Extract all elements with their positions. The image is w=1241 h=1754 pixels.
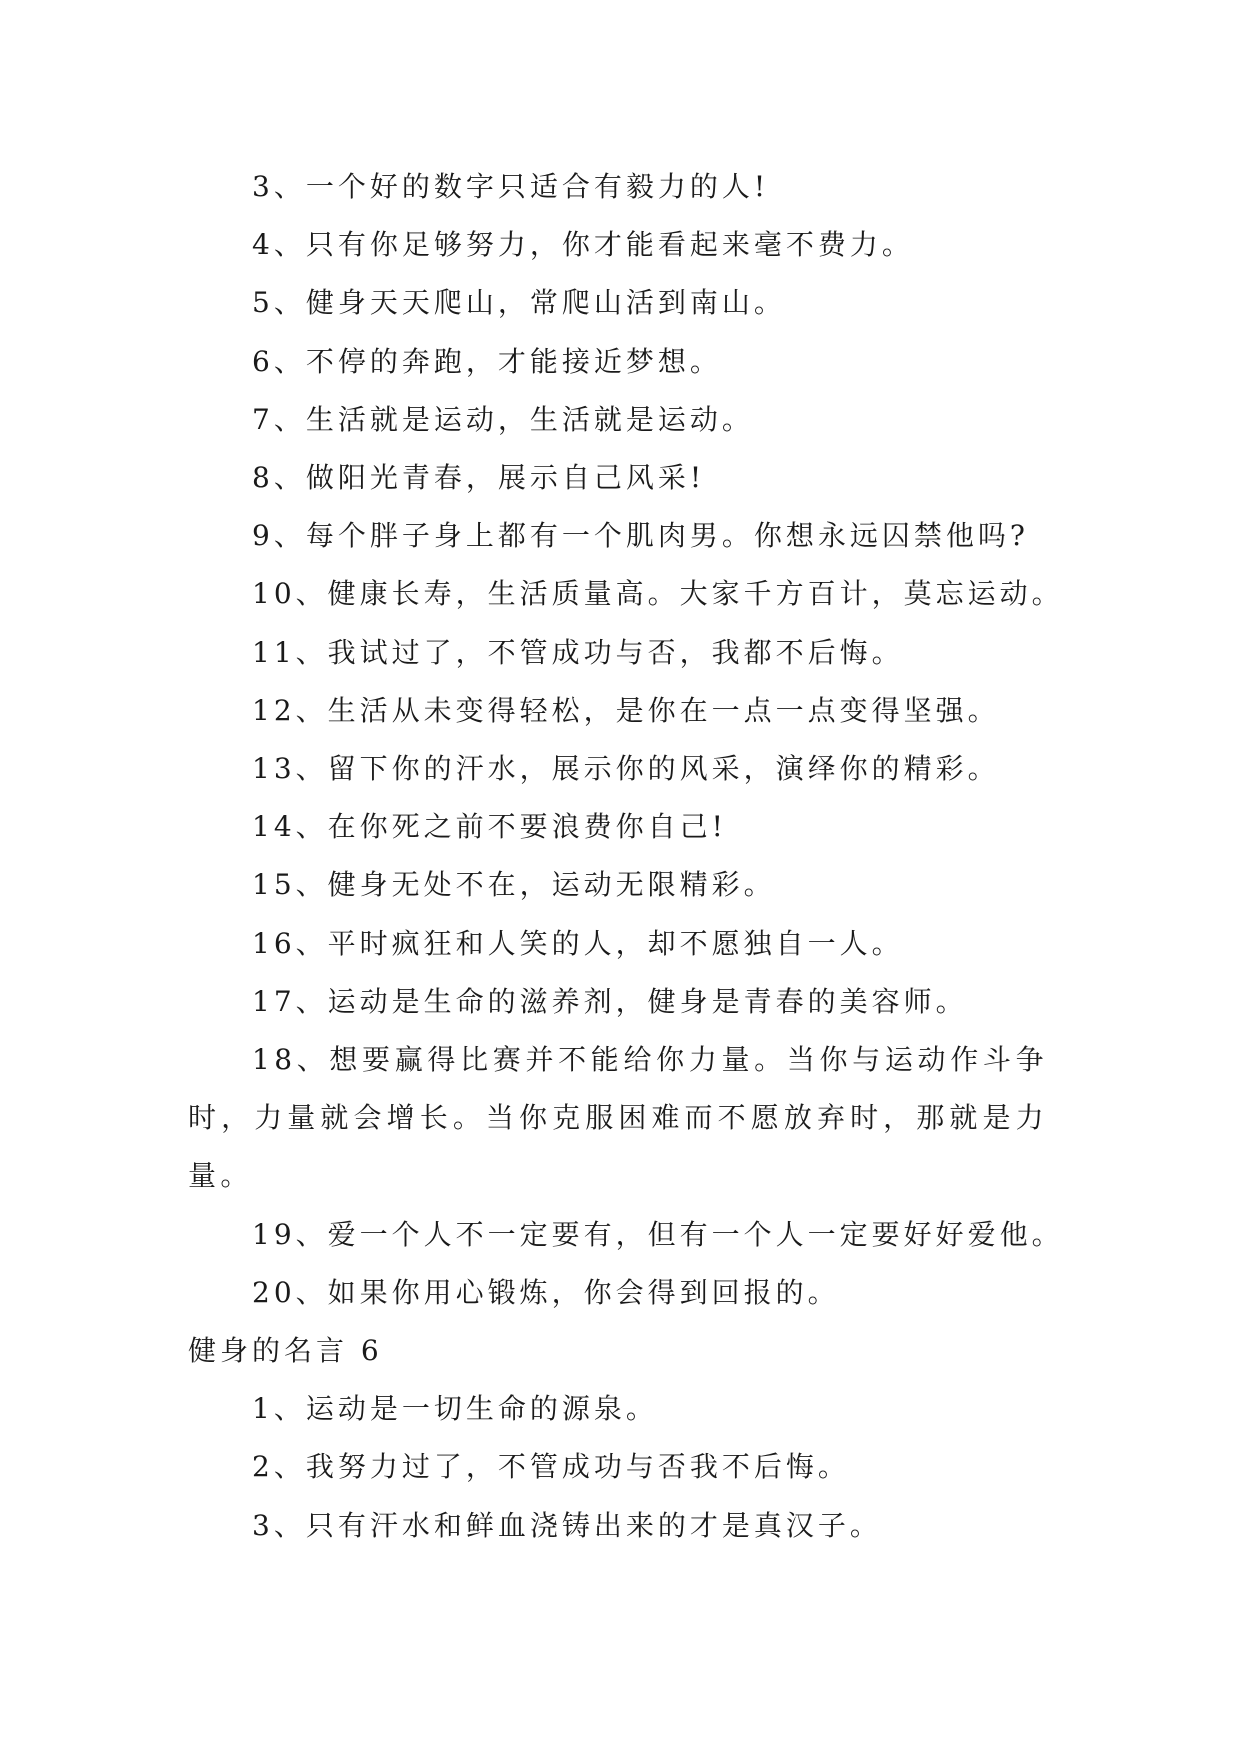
document-body <box>188 158 1064 1555</box>
section-heading: 健身的名言 6 <box>188 1334 383 1368</box>
list-item-multiline: 18、想要赢得比赛并不能给你力量。当你与运动作斗争时，力量就会增长。当你克服困难而不愿放弃时，那就是力量。 <box>188 1043 1048 1193</box>
list-item: 4、只有你足够努力，你才能看起来毫不费力。 <box>252 228 914 262</box>
list-item: 5、健身天天爬山，常爬山活到南山。 <box>252 286 786 320</box>
list-item: 9、每个胖子身上都有一个肌肉男。你想永远囚禁他吗? <box>252 519 1029 553</box>
list-item: 7、生活就是运动，生活就是运动。 <box>252 402 754 436</box>
list-item: 16、平时疯狂和人笑的人，却不愿独自一人。 <box>252 926 904 960</box>
list-item: 20、如果你用心锻炼，你会得到回报的。 <box>252 1275 840 1309</box>
list-item: 14、在你死之前不要浪费你自己! <box>252 810 727 844</box>
list-item: 1、运动是一切生命的源泉。 <box>252 1392 658 1426</box>
list-item: 11、我试过了，不管成功与否，我都不后悔。 <box>252 635 904 669</box>
list-item: 8、做阳光青春，展示自己风采! <box>252 461 706 495</box>
list-item: 6、不停的奔跑，才能接近梦想。 <box>252 344 722 378</box>
list-item: 19、爱一个人不一定要有，但有一个人一定要好好爱他。 <box>252 1217 1064 1251</box>
list-item: 3、只有汗水和鲜血浇铸出来的才是真汉子。 <box>252 1508 882 1542</box>
list-item: 15、健身无处不在，运动无限精彩。 <box>252 868 776 902</box>
list-item: 2、我努力过了，不管成功与否我不后悔。 <box>252 1450 850 1484</box>
list-item: 10、健康长寿，生活质量高。大家千方百计，莫忘运动。 <box>252 577 1064 611</box>
list-item: 12、生活从未变得轻松，是你在一点一点变得坚强。 <box>252 693 1000 727</box>
list-item: 3、一个好的数字只适合有毅力的人! <box>252 170 770 203</box>
list-item: 17、运动是生命的滋养剂，健身是青春的美容师。 <box>252 984 968 1018</box>
list-item: 13、留下你的汗水，展示你的风采，演绎你的精彩。 <box>252 752 1000 786</box>
